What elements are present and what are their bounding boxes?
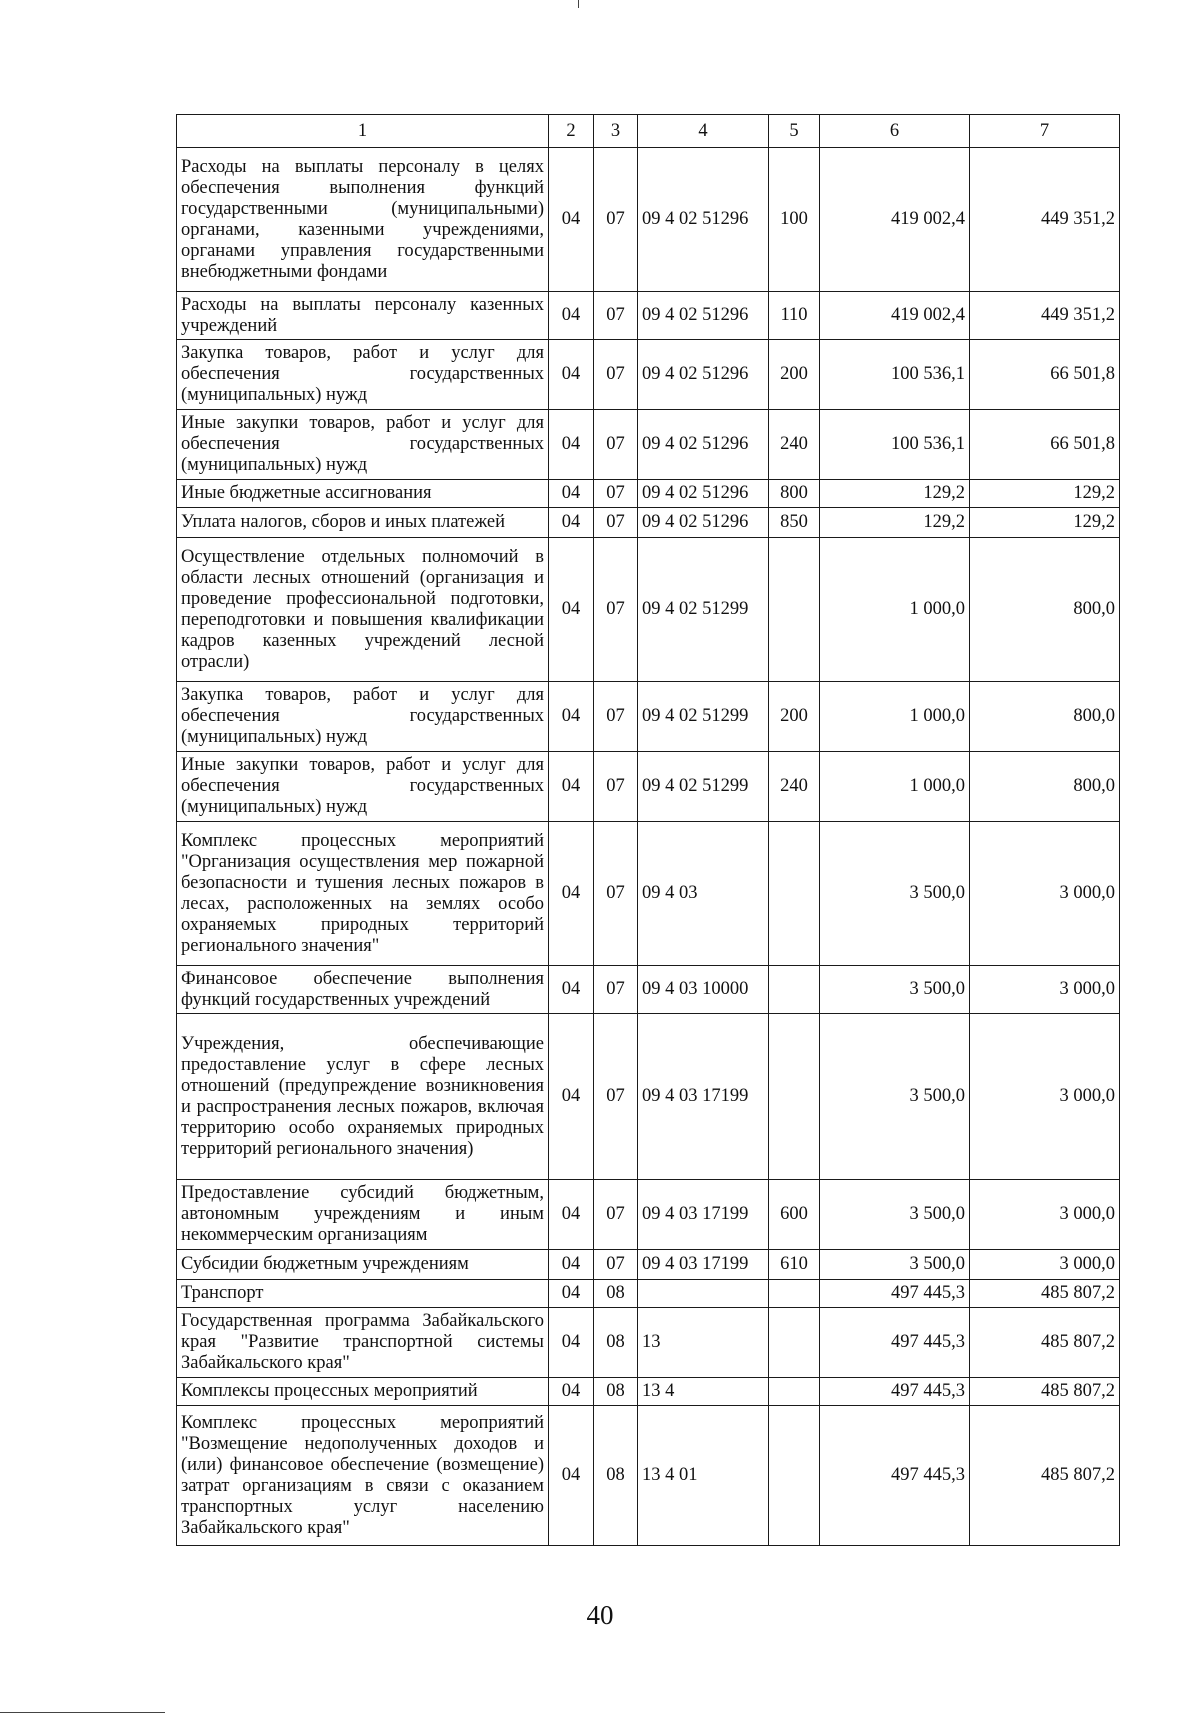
cell-subsection: 07 [594,752,638,822]
cell-amount-2: 800,0 [970,538,1120,682]
cell-name: Комплексы процессных мероприятий [177,1378,549,1406]
cell-target-item: 09 4 03 [638,822,769,966]
cell-amount-1: 497 445,3 [820,1280,970,1308]
cell-target-item: 13 4 [638,1378,769,1406]
cell-amount-1: 3 500,0 [820,966,970,1014]
table-row [177,148,1120,292]
column-header: 4 [638,115,769,148]
table-row [177,752,1120,822]
cell-target-item [638,1280,769,1308]
cell-amount-2: 449 351,2 [970,148,1120,292]
cell-subsection: 07 [594,538,638,682]
cell-subsection: 07 [594,1250,638,1280]
cell-expense-type [769,1378,820,1406]
cell-section: 04 [549,508,594,538]
cell-name: Предоставление субсидий бюджетным, автономным учреждениям и иным некоммерческим организациям [177,1180,549,1250]
cell-name: Учреждения, обеспечивающие предоставление услуг в сфере лесных отношений (предупреждение возникновения и распространения лесных пожаров, включая территорию особо охраняемых природных территорий регионального значения) [177,1014,549,1180]
cell-subsection: 07 [594,340,638,410]
cell-expense-type: 800 [769,480,820,508]
table-row [177,1180,1120,1250]
cell-expense-type [769,966,820,1014]
cell-target-item: 09 4 02 51296 [638,508,769,538]
cell-amount-1: 3 500,0 [820,1180,970,1250]
cell-target-item: 13 [638,1308,769,1378]
cell-section: 04 [549,538,594,682]
cell-section: 04 [549,148,594,292]
cell-amount-2: 3 000,0 [970,966,1120,1014]
cell-name: Государственная программа Забайкальского края "Развитие транспортной системы Забайкальского края" [177,1308,549,1378]
cell-amount-1: 497 445,3 [820,1406,970,1546]
cell-amount-2: 800,0 [970,682,1120,752]
cell-amount-1: 419 002,4 [820,292,970,340]
cell-name: Закупка товаров, работ и услуг для обеспечения государственных (муниципальных) нужд [177,682,549,752]
column-header: 2 [549,115,594,148]
table-row [177,1406,1120,1546]
cell-section: 04 [549,822,594,966]
table-row [177,822,1120,966]
page-number: 40 [586,1600,614,1630]
table-row [177,1378,1120,1406]
table-row [177,480,1120,508]
cell-expense-type [769,1406,820,1546]
cell-target-item: 09 4 02 51299 [638,682,769,752]
cell-name: Транспорт [177,1280,549,1308]
cell-expense-type: 240 [769,410,820,480]
cell-section: 04 [549,1378,594,1406]
cell-name: Расходы на выплаты персоналу в целях обеспечения выполнения функций государственными (муниципальными) органами, казенными учреждениями, органами управления государственными внебюджетными фондами [177,148,549,292]
cell-amount-1: 3 500,0 [820,1014,970,1180]
cell-name: Иные закупки товаров, работ и услуг для обеспечения государственных (муниципальных) нужд [177,410,549,480]
table-row [177,292,1120,340]
cell-amount-1: 3 500,0 [820,822,970,966]
cell-name: Иные бюджетные ассигнования [177,480,549,508]
cell-subsection: 07 [594,410,638,480]
cell-amount-2: 485 807,2 [970,1280,1120,1308]
cell-subsection: 08 [594,1280,638,1308]
cell-amount-2: 129,2 [970,508,1120,538]
cell-amount-1: 3 500,0 [820,1250,970,1280]
cell-subsection: 08 [594,1378,638,1406]
cell-name: Иные закупки товаров, работ и услуг для обеспечения государственных (муниципальных) нужд [177,752,549,822]
column-header: 7 [970,115,1120,148]
table-row [177,538,1120,682]
cell-name: Закупка товаров, работ и услуг для обеспечения государственных (муниципальных) нужд [177,340,549,410]
cell-expense-type: 600 [769,1180,820,1250]
cell-amount-1: 129,2 [820,508,970,538]
cell-subsection: 07 [594,292,638,340]
cell-amount-2: 66 501,8 [970,410,1120,480]
column-header: 5 [769,115,820,148]
scan-edge-mark [0,1712,165,1713]
cell-subsection: 07 [594,966,638,1014]
cell-amount-1: 1 000,0 [820,682,970,752]
table-row [177,1308,1120,1378]
cell-expense-type [769,538,820,682]
cell-amount-2: 485 807,2 [970,1378,1120,1406]
cell-section: 04 [549,340,594,410]
cell-expense-type [769,1280,820,1308]
table-row [177,508,1120,538]
cell-name: Комплекс процессных мероприятий "Организация осуществления мер пожарной безопасности и тушения лесных пожаров в лесах, расположенных на землях особо охраняемых природных территорий регионального значения" [177,822,549,966]
header-row [177,115,1120,148]
cell-subsection: 07 [594,682,638,752]
cell-amount-1: 1 000,0 [820,538,970,682]
table-row [177,340,1120,410]
cell-amount-1: 100 536,1 [820,410,970,480]
cell-amount-2: 3 000,0 [970,1014,1120,1180]
cell-amount-2: 449 351,2 [970,292,1120,340]
cell-section: 04 [549,1406,594,1546]
cell-amount-2: 129,2 [970,480,1120,508]
cell-name: Расходы на выплаты персоналу казенных учреждений [177,292,549,340]
cell-name: Уплата налогов, сборов и иных платежей [177,508,549,538]
cell-amount-1: 497 445,3 [820,1378,970,1406]
cell-subsection: 07 [594,508,638,538]
cell-amount-2: 3 000,0 [970,822,1120,966]
cell-expense-type [769,1308,820,1378]
table-row [177,1280,1120,1308]
cell-expense-type: 200 [769,682,820,752]
column-header: 1 [177,115,549,148]
cell-name: Финансовое обеспечение выполнения функций государственных учреждений [177,966,549,1014]
cell-expense-type: 110 [769,292,820,340]
cell-amount-2: 3 000,0 [970,1180,1120,1250]
cell-amount-2: 3 000,0 [970,1250,1120,1280]
cell-target-item: 09 4 03 17199 [638,1250,769,1280]
cell-target-item: 09 4 02 51296 [638,480,769,508]
cell-amount-1: 100 536,1 [820,340,970,410]
cell-section: 04 [549,410,594,480]
cell-section: 04 [549,480,594,508]
cell-section: 04 [549,1014,594,1180]
cell-section: 04 [549,292,594,340]
cell-target-item: 09 4 02 51299 [638,538,769,682]
cell-name: Комплекс процессных мероприятий "Возмещение недополученных доходов и (или) финансовое обеспечение (возмещение) затрат организациям в связи с оказанием транспортных услуг населению Забайкальского края" [177,1406,549,1546]
cell-subsection: 08 [594,1406,638,1546]
cell-name: Субсидии бюджетным учреждениям [177,1250,549,1280]
cell-expense-type [769,822,820,966]
cell-amount-1: 1 000,0 [820,752,970,822]
table-row [177,682,1120,752]
table-row [177,966,1120,1014]
cell-target-item: 09 4 03 17199 [638,1014,769,1180]
table-row [177,1250,1120,1280]
cell-name: Осуществление отдельных полномочий в области лесных отношений (организация и проведение профессиональной подготовки, переподготовки и повышения квалификации кадров казенных учреждений лесной отрасли) [177,538,549,682]
cell-section: 04 [549,966,594,1014]
cell-target-item: 09 4 02 51296 [638,410,769,480]
cell-expense-type: 200 [769,340,820,410]
cell-subsection: 07 [594,822,638,966]
cell-amount-2: 66 501,8 [970,340,1120,410]
scan-edge-mark [578,0,579,8]
cell-amount-1: 419 002,4 [820,148,970,292]
cell-expense-type: 240 [769,752,820,822]
cell-section: 04 [549,1280,594,1308]
cell-target-item: 09 4 03 17199 [638,1180,769,1250]
cell-expense-type [769,1014,820,1180]
cell-expense-type: 100 [769,148,820,292]
cell-subsection: 07 [594,480,638,508]
cell-expense-type: 850 [769,508,820,538]
cell-section: 04 [549,1250,594,1280]
cell-expense-type: 610 [769,1250,820,1280]
cell-section: 04 [549,1308,594,1378]
cell-target-item: 09 4 02 51296 [638,148,769,292]
cell-subsection: 08 [594,1308,638,1378]
cell-section: 04 [549,752,594,822]
cell-section: 04 [549,682,594,752]
column-header: 3 [594,115,638,148]
cell-amount-2: 485 807,2 [970,1308,1120,1378]
table-row [177,1014,1120,1180]
cell-subsection: 07 [594,1014,638,1180]
cell-subsection: 07 [594,1180,638,1250]
cell-target-item: 13 4 01 [638,1406,769,1546]
cell-amount-1: 129,2 [820,480,970,508]
cell-target-item: 09 4 02 51296 [638,292,769,340]
cell-amount-2: 800,0 [970,752,1120,822]
cell-target-item: 09 4 03 10000 [638,966,769,1014]
table-row [177,410,1120,480]
cell-amount-2: 485 807,2 [970,1406,1120,1546]
budget-table [176,114,1120,1546]
cell-section: 04 [549,1180,594,1250]
cell-subsection: 07 [594,148,638,292]
cell-target-item: 09 4 02 51299 [638,752,769,822]
cell-amount-1: 497 445,3 [820,1308,970,1378]
column-header: 6 [820,115,970,148]
cell-target-item: 09 4 02 51296 [638,340,769,410]
